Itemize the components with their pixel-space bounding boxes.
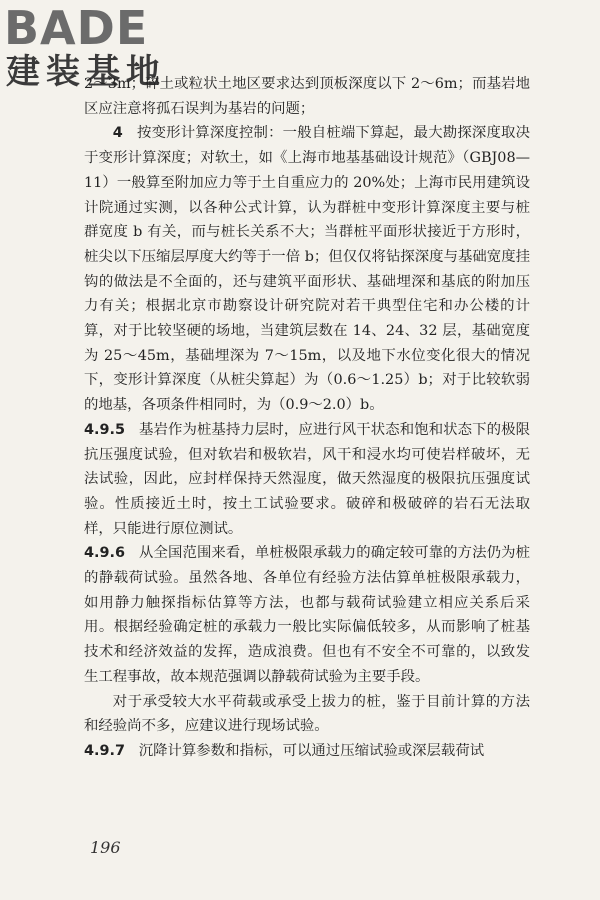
section-number: 4.9.7 bbox=[84, 742, 125, 759]
section-4-9-5 bbox=[84, 418, 530, 542]
section-4-9-7 bbox=[84, 739, 530, 764]
paragraph-continuation bbox=[84, 72, 530, 121]
paragraph-text: 按变形计算深度控制：一般自桩端下算起，最大勘探深度取决于变形计算深度；对软土，如《上海市地基基础设计规范》（GBJ08—11）一般算至附加应力等于土自重应力的 20%处；上海市民用建筑设计院通过实测，以各种公式计算，认为群桩中变形计算深度主要与桩群宽度 b 有关，而与桩长关系不大；当群桩平面形状接近于方形时，桩尖以下压缩层厚度大约等于一倍 b；但仅仅将钻探深度与基础宽度挂钩的做法是不全面的，还与建筑平面形状、基础埋深和基底的附加压力有关；根据北京市勘察设计研究院对若干典型住宅和办公楼的计算，对于比较坚硬的场地，当建筑层数在 14、24、32 层，基础宽度为 25～45m，基础埋深为 7～15m，以及地下水位变化很大的情况下，变形计算深度（从桩尖算起）为（0.6～1.25）b；对于比较软弱的地基，各项条件相同时，为（0.9～2.0）b。 bbox=[84, 125, 530, 414]
section-number: 4.9.6 bbox=[84, 545, 125, 562]
section-4-9-6 bbox=[84, 541, 530, 689]
paragraph bbox=[84, 690, 530, 739]
page-number: 196 bbox=[90, 838, 121, 857]
paragraph-text: 对于承受较大水平荷载或承受上拔力的桩，鉴于目前计算的方法和经验尚不多，应建议进行现场试验。 bbox=[84, 693, 530, 735]
section-number: 4.9.5 bbox=[84, 421, 125, 438]
logo-latin-text: BADE bbox=[4, 1, 149, 55]
document-body bbox=[84, 72, 530, 764]
paragraph-text: 从全国范围来看，单桩极限承载力的确定较可靠的方法仍为桩的静载荷试验。虽然各地、各单位有经验方法估算单桩极限承载力，如用静力触探指标估算等方法，也都与载荷试验建立相应关系后采用。根据经验确定桩的承载力一般比实际偏低较多，从而影响了桩基技术和经济效益的发挥，造成浪费。但也有不安全不可靠的，以致发生工程事故，故本规范强调以静载荷试验为主要手段。 bbox=[84, 545, 530, 685]
logo-cjk-text: 建装基地 bbox=[6, 52, 166, 92]
list-item-4 bbox=[84, 121, 530, 417]
item-number: 4 bbox=[112, 125, 123, 142]
paragraph-text: 2～3m；碎土或粒状土地区要求达到顶板深度以下 2～6m；而基岩地区应注意将孤石误判为基岩的问题； bbox=[84, 76, 530, 117]
paragraph-text: 沉降计算参数和指标，可以通过压缩试验或深层载荷试 bbox=[138, 742, 485, 759]
paragraph-text: 基岩作为桩基持力层时，应进行风干状态和饱和状态下的极限抗压强度试验，但对软岩和极软岩，风干和浸水均可使岩样破坏，无法试验，因此，应封样保持天然湿度，做天然湿度的极限抗压强度试验。性质接近土时，按土工试验要求。破碎和极破碎的岩石无法取样，只能进行原位测试。 bbox=[84, 421, 530, 537]
